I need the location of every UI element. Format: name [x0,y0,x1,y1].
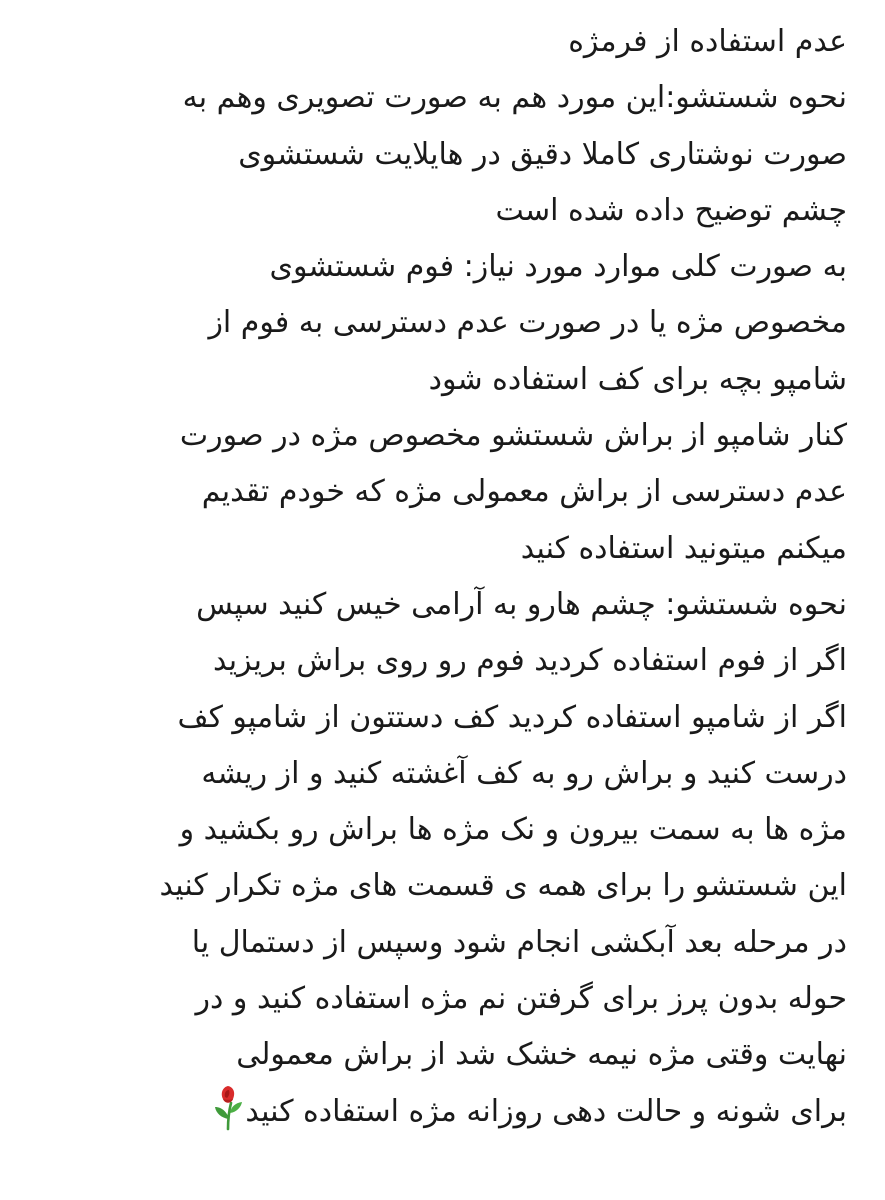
note-line: این شستشو را برای همه ی قسمت های مژه تکرار کنید [159,868,847,904]
note-line: میکنم میتونید استفاده کنید [520,530,847,566]
note-text [40,14,847,1140]
note-line: عدم استفاده از فرمژه [568,24,847,59]
note-line-text: برای شونه و حالت دهی روزانه مژه استفاده کنید [245,1093,847,1129]
note-line: اگر از شامپو استفاده کردید کف دستتون از شامپو کف [177,699,847,735]
note-line: در مرحله بعد آبکشی انجام شود وسپس از دستمال یا [191,924,847,960]
note-line: نحوه شستشو:این مورد هم به صورت تصویری وهم به [182,80,847,116]
rose-icon [211,1085,245,1131]
note-line: عدم دسترسی از براش معمولی مژه که خودم تقدیم [201,474,847,510]
note-line: مژه ها به سمت بیرون و نک مژه ها براش رو بکشید و [179,812,847,848]
note-line: شامپو بچه برای کف استفاده شود [428,361,847,397]
note-line: حوله بدون پرز برای گرفتن نم مژه استفاده کنید و در [195,981,847,1017]
note-line: صورت نوشتاری کاملا دقیق در هایلایت شستشوی [238,136,847,172]
note-last-line [40,1084,847,1140]
note-line: نحوه شستشو: چشم هارو به آرامی خیس کنید سپس [196,586,847,622]
note-line: کنار شامپو از براش شستشو مخصوص مژه در صورت [179,418,847,454]
note-line: به صورت کلی موارد مورد نیاز: فوم شستشوی [269,249,847,285]
note-line: مخصوص مژه یا در صورت عدم دسترسی به فوم از [208,305,847,341]
note-line: اگر از فوم استفاده کردید فوم رو روی براش بریزید [212,643,847,679]
note-line: چشم توضیح داده شده است [495,192,847,228]
note-line: درست کنید و براش رو به کف آغشته کنید و از ریشه [201,755,847,791]
note-line: نهایت وقتی مژه نیمه خشک شد از براش معمولی [236,1037,847,1073]
